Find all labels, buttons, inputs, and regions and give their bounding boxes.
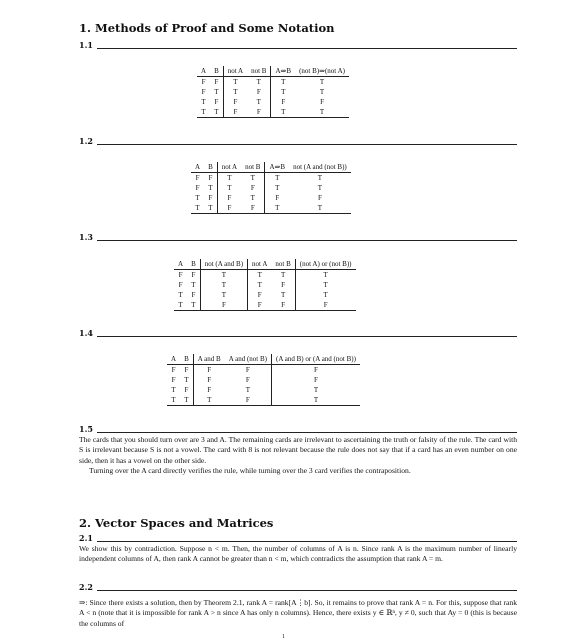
section-title-2: 2. Vector Spaces and Matrices bbox=[79, 516, 274, 530]
column-header: not B bbox=[271, 259, 295, 270]
column-header: A bbox=[197, 66, 210, 77]
table-cell: F bbox=[214, 78, 219, 86]
column-header: A bbox=[167, 354, 180, 365]
table-cell: T bbox=[184, 376, 189, 384]
table-cell: F bbox=[217, 203, 241, 214]
table-cell: F bbox=[271, 97, 295, 107]
column-header: not A bbox=[217, 162, 241, 173]
table-cell: T bbox=[250, 194, 255, 202]
table-row bbox=[167, 375, 360, 385]
table-cell: F bbox=[214, 98, 219, 106]
table-cell: T bbox=[271, 107, 295, 118]
table-cell: F bbox=[245, 366, 250, 374]
table-cell: T bbox=[191, 203, 204, 214]
column-header: not B bbox=[241, 162, 265, 173]
table-cell: F bbox=[272, 375, 360, 385]
table-cell: F bbox=[195, 184, 200, 192]
column-header: (not B)⇒(not A) bbox=[295, 66, 349, 77]
subsection-rule bbox=[97, 590, 517, 591]
table-cell: T bbox=[256, 98, 261, 106]
table-cell: F bbox=[256, 88, 261, 96]
subsection-rule bbox=[97, 48, 517, 49]
table-cell: T bbox=[200, 290, 247, 300]
table-cell: F bbox=[178, 271, 183, 279]
table-header-row bbox=[191, 162, 351, 173]
table-cell: T bbox=[265, 183, 289, 193]
column-header: B bbox=[210, 66, 223, 77]
answer-2-2 bbox=[79, 598, 517, 629]
table-cell: T bbox=[265, 203, 289, 214]
table-cell: F bbox=[248, 290, 272, 300]
table-cell: F bbox=[201, 88, 206, 96]
table-cell: F bbox=[295, 300, 355, 311]
table-cell: F bbox=[193, 385, 224, 395]
table-cell: F bbox=[195, 174, 200, 182]
subsection-rule bbox=[97, 144, 517, 145]
column-header: A⇒B bbox=[265, 162, 289, 173]
subsection-1-2 bbox=[79, 136, 517, 148]
table-row bbox=[197, 97, 349, 107]
column-header: A and B bbox=[193, 354, 224, 365]
table-row bbox=[197, 87, 349, 97]
subsection-number: 1.1 bbox=[79, 40, 93, 50]
table-cell: F bbox=[217, 193, 241, 203]
table-cell: F bbox=[223, 107, 247, 118]
table-cell: F bbox=[272, 365, 360, 376]
table-row bbox=[197, 77, 349, 88]
table-cell: F bbox=[271, 300, 295, 311]
table-cell: F bbox=[281, 281, 286, 289]
column-header: A bbox=[174, 259, 187, 270]
table-cell: T bbox=[295, 290, 355, 300]
table-header-row bbox=[197, 66, 349, 77]
subsection-1-3 bbox=[79, 232, 517, 244]
column-header: A and (not B) bbox=[225, 354, 272, 365]
paragraph: The cards that you should turn over are 3 and A. The remaining cards are irrelevant to ascertaining the truth or falsity of the rule. The card with S is irrelevant because S is not a vowel. The card with 8 is not relevant because the rule does not say that if a card has an even number on one side, then it has a vowel on the other side. bbox=[79, 435, 517, 465]
page-number: 1 bbox=[282, 634, 285, 640]
table-cell: T bbox=[180, 395, 193, 406]
subsection-1-4 bbox=[79, 328, 517, 340]
table-cell: T bbox=[195, 194, 200, 202]
column-header: not B bbox=[247, 66, 271, 77]
table-cell: F bbox=[225, 395, 272, 406]
table-cell: F bbox=[200, 300, 247, 311]
table-row bbox=[191, 183, 351, 193]
subsection-number: 2.1 bbox=[79, 533, 93, 543]
table-header-row bbox=[167, 354, 360, 365]
table-row bbox=[167, 365, 360, 376]
table-row bbox=[174, 270, 356, 281]
table-cell: F bbox=[223, 97, 247, 107]
table-cell: T bbox=[317, 184, 323, 192]
table-cell: T bbox=[217, 173, 241, 184]
subsection-number: 1.5 bbox=[79, 424, 93, 434]
column-header: not A bbox=[248, 259, 272, 270]
table-cell: F bbox=[208, 174, 213, 182]
table-cell: T bbox=[193, 395, 224, 406]
table-cell: T bbox=[245, 386, 250, 394]
table-cell: F bbox=[191, 291, 196, 299]
table-cell: T bbox=[319, 78, 325, 86]
table-cell: T bbox=[280, 271, 286, 279]
table-cell: T bbox=[271, 87, 295, 97]
column-header: A⇒B bbox=[271, 66, 295, 77]
subsection-number: 1.2 bbox=[79, 136, 93, 146]
column-header: B bbox=[204, 162, 217, 173]
subsection-number: 2.2 bbox=[79, 582, 93, 592]
table-cell: T bbox=[317, 174, 323, 182]
table-cell: T bbox=[174, 300, 187, 311]
table-cell: T bbox=[187, 300, 200, 311]
table-cell: T bbox=[214, 88, 219, 96]
subsection-rule bbox=[97, 240, 517, 241]
table-cell: T bbox=[217, 183, 241, 193]
table-cell: T bbox=[256, 78, 261, 86]
column-header: not (A and (not B)) bbox=[289, 162, 351, 173]
table-row bbox=[167, 395, 360, 406]
column-header: (not A) or (not B)) bbox=[295, 259, 355, 270]
table-cell: T bbox=[167, 395, 180, 406]
table-cell: T bbox=[280, 291, 286, 299]
truth-table-1-2 bbox=[191, 162, 351, 214]
paragraph: ⇒: Since there exists a solution, then by Theorem 2.1, rank A = rank[A⋮b]. So, it remains to prove that rank A = n. For this, suppose that rank A < n (note that it is impossible for rank A > n since A has only n columns). Hence, there exists y ∈ ℝⁿ, y ≠ 0, such that Ay = 0 (this is because the columns of bbox=[79, 598, 517, 628]
table-cell: T bbox=[178, 291, 183, 299]
table-cell: T bbox=[265, 173, 289, 184]
table-row bbox=[191, 193, 351, 203]
subsection-rule bbox=[97, 541, 517, 542]
table-cell: T bbox=[208, 184, 213, 192]
table-row bbox=[191, 203, 351, 214]
table-cell: F bbox=[208, 194, 213, 202]
table-cell: T bbox=[171, 386, 176, 394]
answer-2-1 bbox=[79, 544, 517, 565]
table-cell: T bbox=[201, 98, 206, 106]
table-cell: F bbox=[184, 386, 189, 394]
table-cell: T bbox=[295, 270, 355, 281]
table-row bbox=[191, 173, 351, 184]
section-title-1: 1. Methods of Proof and Some Notation bbox=[79, 21, 335, 35]
table-cell: T bbox=[223, 87, 247, 97]
table-cell: F bbox=[193, 375, 224, 385]
paragraph: We show this by contradiction. Suppose n < m. Then, the number of columns of A is n. Since rank A is the maximum number of linearly independent columns of A, then rank A cannot be greater than n < m, which contradicts the assumption that rank A = m. bbox=[79, 544, 517, 564]
table-cell: T bbox=[200, 270, 247, 281]
table-cell: F bbox=[191, 271, 196, 279]
column-header: B bbox=[187, 259, 200, 270]
table-cell: F bbox=[265, 193, 289, 203]
table-cell: F bbox=[171, 376, 176, 384]
column-header: B bbox=[180, 354, 193, 365]
table-cell: T bbox=[204, 203, 217, 214]
table-cell: T bbox=[272, 385, 360, 395]
table-cell: F bbox=[178, 281, 183, 289]
table-cell: T bbox=[223, 77, 247, 88]
table-cell: F bbox=[248, 300, 272, 311]
column-header: A bbox=[191, 162, 204, 173]
table-cell: F bbox=[184, 366, 189, 374]
table-cell: T bbox=[319, 88, 325, 96]
table-cell: F bbox=[245, 376, 250, 384]
answer-1-5 bbox=[79, 435, 517, 477]
truth-table-1-4 bbox=[167, 354, 360, 406]
truth-table-1-1 bbox=[197, 66, 349, 118]
table-cell: F bbox=[317, 194, 322, 202]
subsection-1-1 bbox=[79, 40, 517, 52]
table-cell: T bbox=[272, 395, 360, 406]
table-cell: T bbox=[200, 280, 247, 290]
table-row bbox=[167, 385, 360, 395]
table-cell: T bbox=[197, 107, 210, 118]
table-header-row bbox=[174, 259, 356, 270]
table-cell: T bbox=[210, 107, 223, 118]
subsection-rule bbox=[97, 432, 517, 433]
table-cell: T bbox=[248, 280, 272, 290]
table-cell: F bbox=[250, 184, 255, 192]
column-header: not A bbox=[223, 66, 247, 77]
subsection-2-2 bbox=[79, 582, 517, 594]
subsection-rule bbox=[97, 336, 517, 337]
table-cell: T bbox=[295, 107, 349, 118]
table-cell: F bbox=[201, 78, 206, 86]
table-cell: T bbox=[248, 270, 272, 281]
table-row bbox=[174, 290, 356, 300]
table-cell: F bbox=[247, 107, 271, 118]
table-cell: T bbox=[191, 281, 196, 289]
table-cell: T bbox=[295, 280, 355, 290]
table-cell: T bbox=[271, 77, 295, 88]
truth-table-1-3 bbox=[174, 259, 356, 311]
table-cell: F bbox=[320, 98, 324, 106]
subsection-number: 1.4 bbox=[79, 328, 93, 338]
column-header: not (A and B) bbox=[200, 259, 247, 270]
table-cell: F bbox=[193, 365, 224, 376]
table-row bbox=[174, 300, 356, 311]
table-row bbox=[174, 280, 356, 290]
table-cell: F bbox=[241, 203, 265, 214]
table-cell: F bbox=[171, 366, 176, 374]
table-cell: T bbox=[289, 203, 351, 214]
table-row bbox=[197, 107, 349, 118]
subsection-number: 1.3 bbox=[79, 232, 93, 242]
paragraph: Turning over the A card directly verifies the rule, while turning over the 3 card verifies the contraposition. bbox=[89, 466, 411, 476]
column-header: (A and B) or (A and (not B)) bbox=[272, 354, 360, 365]
table-cell: T bbox=[250, 174, 255, 182]
